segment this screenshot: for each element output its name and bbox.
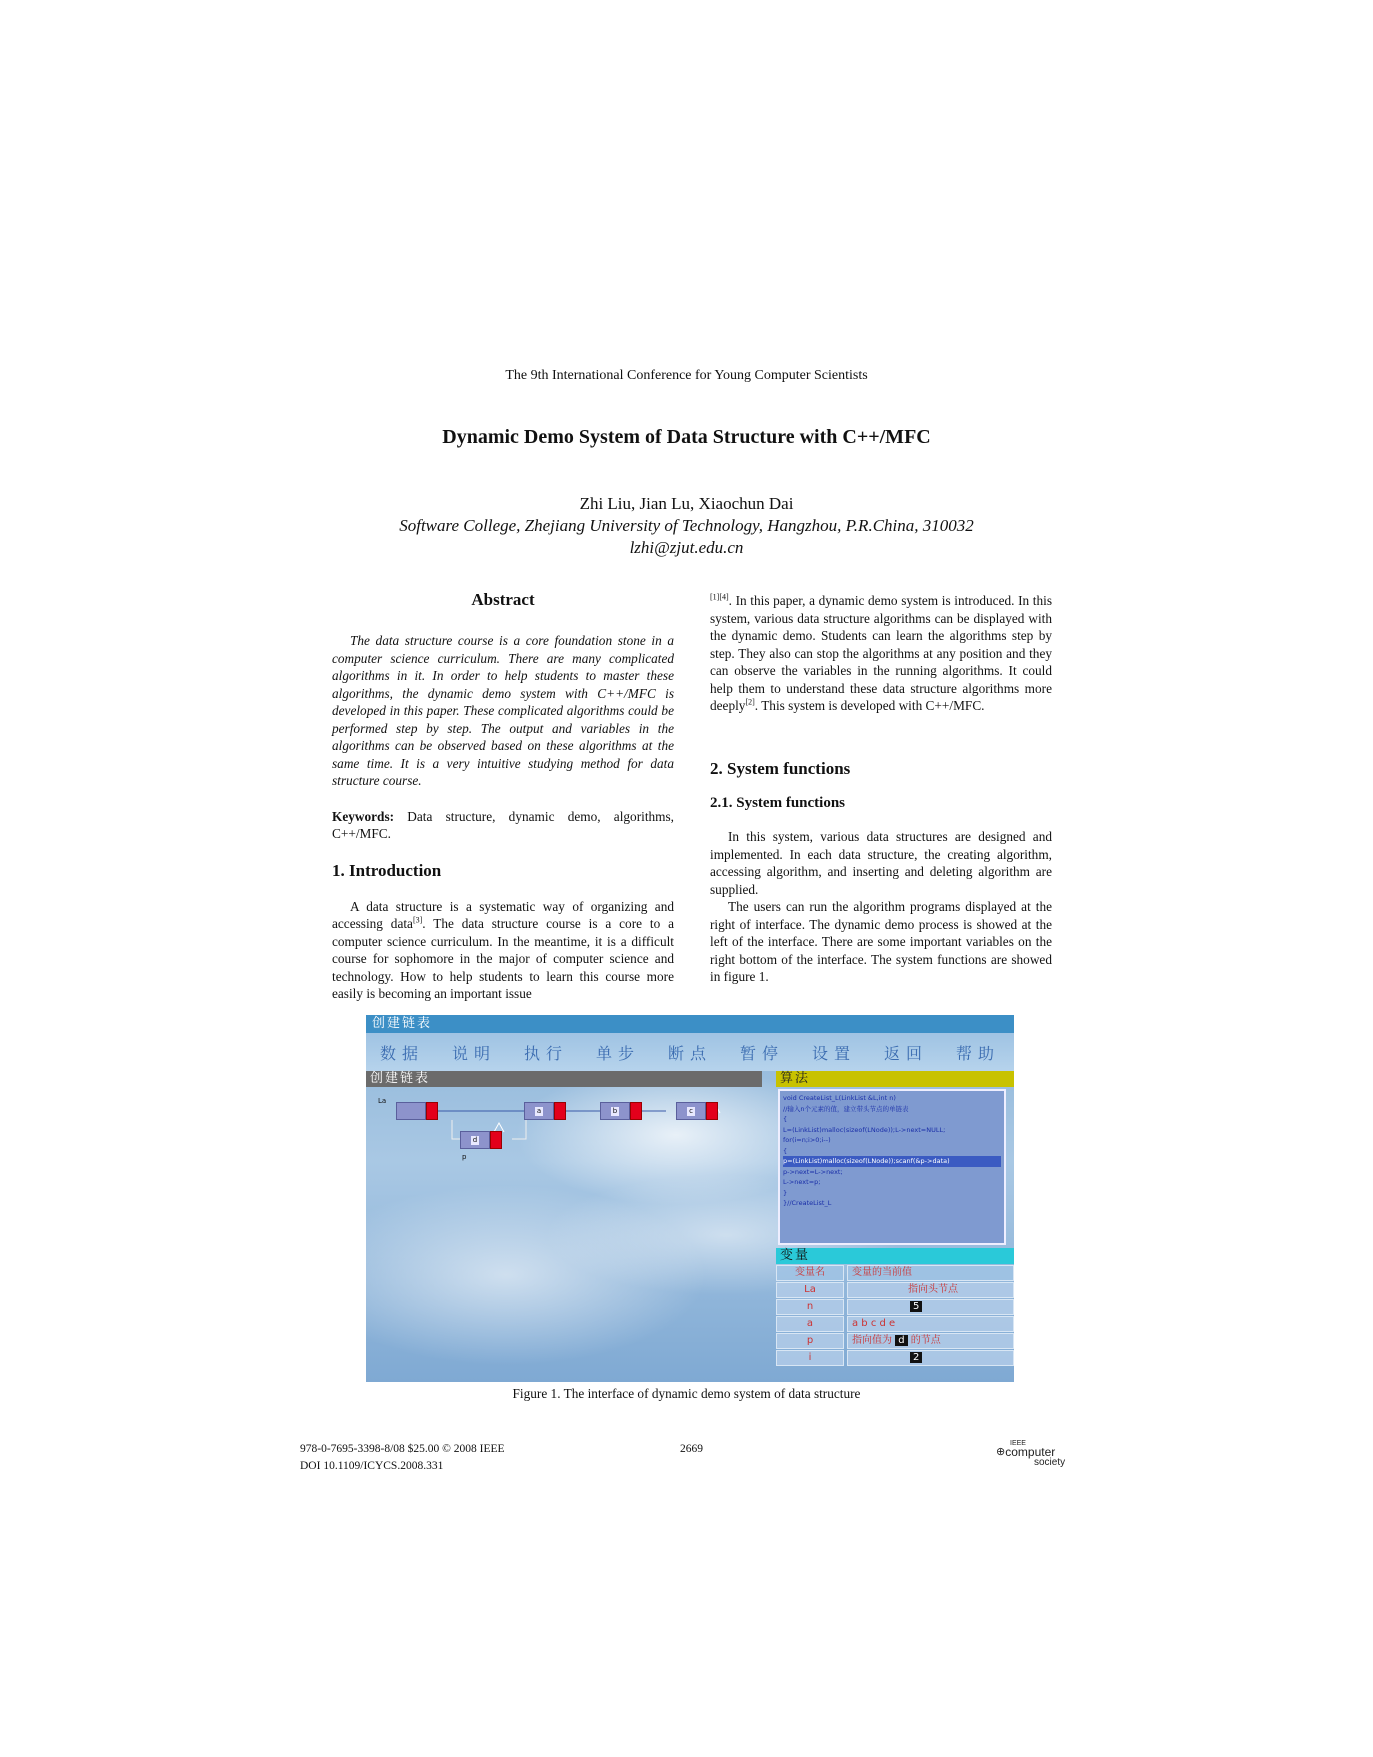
intro-paragraph-1-cont: [1][4]. In this paper, a dynamic demo system is introduced. In this system, various data structure algorithms can be displayed with the dynamic demo. Students can learn the algorithms step by step. They also can stop the algorithms at any position and they can observe the variables in the running algorithms. It could help them to understand these data structure algorithms more deeply[2]. This system is developed with C++/MFC. [710, 592, 1052, 713]
node-b-next [630, 1102, 642, 1120]
node-c-data: c [676, 1102, 706, 1120]
var-value: 指向值为 d 的节点 [847, 1333, 1014, 1349]
menu-return[interactable]: 返回 [883, 1043, 928, 1063]
citation-3[interactable]: [3] [412, 915, 423, 925]
code-line: p->next=L->next; [783, 1167, 843, 1176]
var-value: 指向头节点 [847, 1282, 1014, 1298]
code-line: L->next=p; [783, 1178, 821, 1186]
code-line: }//CreateList_L [783, 1199, 832, 1207]
abstract-text: The data structure course is a core foundation stone in a computer science curriculum. There are many complicated algorithms in it. In order to help students to master these algorithms, the dynamic demo system with C++/MFC is developed in this paper. These complicated algorithms could be performed step by step. The output and variables in the algorithms can be observed based on these algorithms at the same time. It is a very intuitive studying method for data structure course. [332, 633, 674, 788]
node-a-next [554, 1102, 566, 1120]
node-b-data: b [600, 1102, 630, 1120]
head-node-next [426, 1102, 438, 1120]
var-name: a [776, 1316, 844, 1332]
author-email[interactable]: lzhi@zjut.edu.cn [629, 538, 744, 557]
node-c-null [706, 1102, 718, 1120]
ieee-computer-society-logo: IEEE ⊕ computer society [996, 1440, 1066, 1468]
code-line: for(i=n;i>0;i--) [783, 1136, 831, 1144]
conference-name: The 9th International Conference for Young Computer Scientists [505, 368, 868, 383]
node-d-next [490, 1131, 502, 1149]
section2-paragraph-1: In this system, various data structures are designed and implemented. In each data structure, the creating algorithm, accessing algorithm, and inserting and deleting algorithm are supplied. [710, 829, 1052, 897]
code-line: L=(LinkList)malloc(sizeof(LNode));L->next=NULL; [783, 1125, 946, 1134]
page-number: 2669 [680, 1443, 703, 1455]
code-line: //输入n个元素的值，建立带头节点的单链表 [783, 1104, 909, 1113]
paper-title: Dynamic Demo System of Data Structure with C++/MFC [442, 426, 931, 448]
menu-settings[interactable]: 设置 [811, 1043, 856, 1063]
keywords [332, 808, 674, 843]
isbn-line: 978-0-7695-3398-8/08 $25.00 © 2008 IEEE [300, 1443, 505, 1455]
pointer-p-label: p [462, 1153, 467, 1161]
new-node-d [460, 1131, 502, 1149]
variable-row [776, 1333, 1014, 1349]
var-value: 5 [847, 1299, 1014, 1315]
var-value: a b c d e [847, 1316, 1014, 1332]
demo-panel-title: 创建链表 [366, 1071, 762, 1087]
variable-row [776, 1299, 1014, 1315]
variable-row [776, 1282, 1014, 1298]
var-name: p [776, 1333, 844, 1349]
code-line: } [783, 1188, 788, 1197]
menu-data[interactable]: 数据 [379, 1043, 424, 1063]
citation-1-4[interactable]: [1][4] [710, 592, 729, 602]
list-node-c [676, 1102, 718, 1120]
citation-2[interactable]: [2] [745, 697, 755, 707]
variables-header-row [776, 1265, 1014, 1281]
section2-1-heading: 2.1. System functions [710, 795, 846, 811]
menu-description[interactable]: 说明 [451, 1043, 496, 1063]
keywords-label: Keywords: [332, 808, 395, 824]
code-line: void CreateList_L(LinkList &L,int n) [783, 1094, 896, 1102]
var-name: La [776, 1282, 844, 1298]
affiliation: Software College, Zhejiang University of Technology, Hangzhou, P.R.China, 310032 [399, 516, 974, 535]
intro-paragraph-1: A data structure is a systematic way of organizing and accessing data[3]. The data structure course is a core to a computer science curriculum. In the meantime, it is a difficult course for sophomore in the major of computer science and technology. How to help students to learn this course more easily is becoming an important issue [332, 898, 674, 1001]
variable-row [776, 1350, 1014, 1366]
var-name-header: 变量名 [776, 1265, 844, 1281]
var-value: 2 [847, 1350, 1014, 1366]
node-d-data: d [460, 1131, 490, 1149]
abstract-section [332, 590, 674, 1003]
list-node-a [524, 1102, 566, 1120]
algorithm-code-box [778, 1089, 1006, 1245]
section2-heading: 2. System functions [710, 759, 851, 778]
variables-table [776, 1265, 1014, 1367]
section2-paragraph-2: The users can run the algorithm programs displayed at the right of interface. The dynamic demo process is showed at the left of the interface. There are some important variables on the right bottom of the interface. The system functions are showed in figure 1. [710, 899, 1052, 984]
figure-1-screenshot [366, 1015, 1014, 1382]
menu-pause[interactable]: 暂停 [739, 1043, 784, 1063]
head-node-data [396, 1102, 426, 1120]
menu-help[interactable]: 帮助 [955, 1043, 1000, 1063]
code-line: { [783, 1146, 788, 1155]
code-line-highlighted[interactable]: p=(LinkList)malloc(sizeof(LNode));scanf(&p->data) [783, 1156, 1001, 1167]
doi-line: DOI 10.1109/ICYCS.2008.331 [300, 1460, 444, 1472]
abstract-heading: Abstract [471, 590, 535, 609]
algorithm-panel-title: 算法 [776, 1071, 1014, 1087]
variables-panel-title: 变量 [776, 1248, 1014, 1264]
code-line: { [783, 1115, 788, 1123]
right-column [710, 592, 1052, 986]
head-pointer-label: La [378, 1097, 387, 1105]
authors: Zhi Liu, Jian Lu, Xiaochun Dai [579, 494, 794, 513]
list-node-b [600, 1102, 642, 1120]
var-name: n [776, 1299, 844, 1315]
figure-1-caption: Figure 1. The interface of dynamic demo system of data structure [512, 1386, 861, 1401]
window-title: 创建链表 [366, 1015, 1014, 1033]
globe-icon: ⊕ [996, 1446, 1006, 1458]
menu-execute[interactable]: 执行 [523, 1043, 568, 1063]
head-node [396, 1102, 438, 1120]
var-name: i [776, 1350, 844, 1366]
intro-heading: 1. Introduction [332, 860, 442, 880]
menu-step[interactable]: 单步 [595, 1043, 640, 1063]
variable-row [776, 1316, 1014, 1332]
var-value-header: 变量的当前值 [847, 1265, 1014, 1281]
menu-breakpoint[interactable]: 断点 [667, 1043, 712, 1063]
keywords-text: Data structure, dynamic demo, algorithms, C++/MFC. [332, 808, 674, 841]
node-a-data: a [524, 1102, 554, 1120]
